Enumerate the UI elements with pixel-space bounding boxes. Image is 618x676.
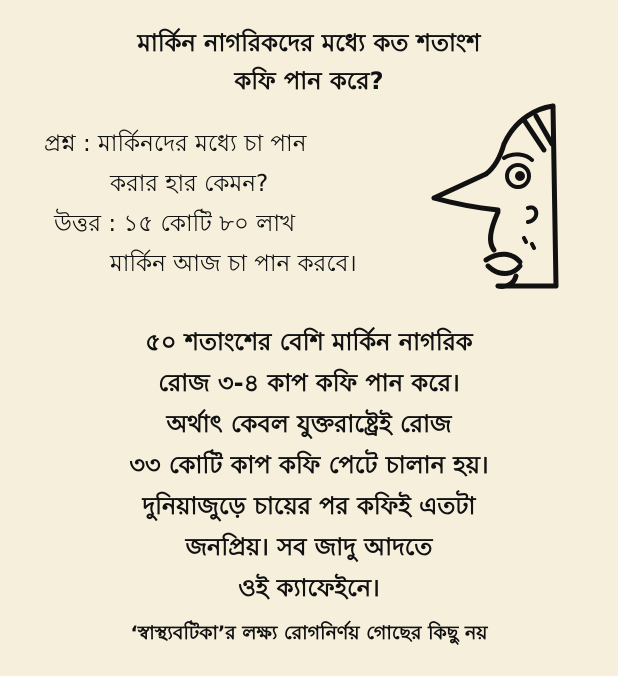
disclaimer-footer: ‘স্বাস্থ্যবটিকা’র লক্ষ্য রোগনির্ণয় গোছের কিছু নয়: [130, 622, 488, 644]
body-line-6: জনপ্রিয়। সব জাদু আদতে: [185, 533, 433, 561]
title-line-2: কফি পান করে?: [234, 67, 384, 95]
body-line-2: রোজ ৩-৪ কাপ কফি পান করে।: [158, 369, 460, 397]
question-answer-block: [44, 124, 444, 284]
body-line-1: ৫০ শতাংশের বেশি মার্কিন নাগরিক: [145, 328, 473, 356]
question-line-2: করার হার কেমন?: [110, 171, 269, 197]
body-line-3: অর্থাৎ কেবল যুক্তরাষ্ট্রেই রোজ: [166, 410, 452, 438]
quiz-title: [0, 24, 618, 100]
question-line-1: প্রশ্ন : মার্কিনদের মধ্যে চা পান: [44, 131, 307, 157]
title-line-1: মার্কিন নাগরিকদের মধ্যে কত শতাংশ: [137, 29, 481, 57]
body-line-5: দুনিয়াজুড়ে চায়ের পর কফিই এতটা: [142, 492, 476, 520]
body-paragraph: [0, 322, 618, 609]
body-line-7: ওই ক্যাফেইনে।: [238, 574, 380, 602]
answer-line-2: মার্কিন আজ চা পান করবে।: [110, 251, 357, 277]
body-line-4: ৩৩ কোটি কাপ কফি পেটে চালান হয়।: [129, 451, 489, 479]
answer-line-1: উত্তর : ১৫ কোটি ৮০ লাখ: [54, 211, 296, 237]
cartoon-face-profile-icon: [428, 100, 568, 294]
